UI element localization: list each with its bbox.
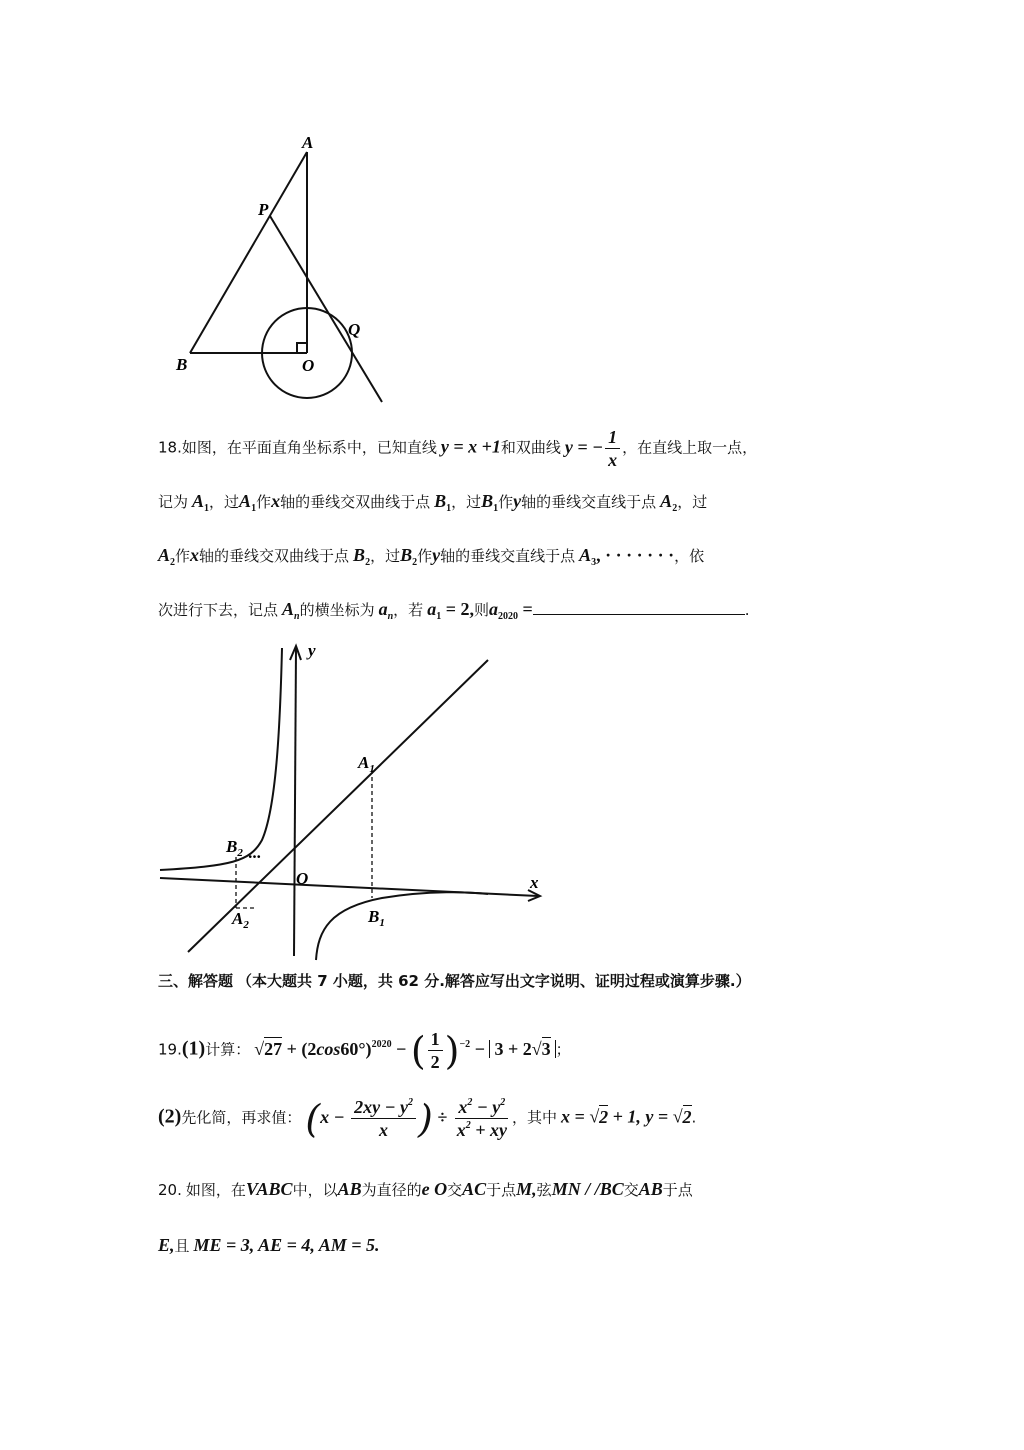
q18-number: 18. bbox=[158, 438, 182, 457]
axis-label-y: y bbox=[308, 641, 316, 660]
label-B: B bbox=[176, 355, 188, 374]
q18-line-4: 次进行下去，记点 $A_n$的横坐标为 $a_n$，若 $a_1 = 2$,则$a_{2020}$ = . bbox=[158, 599, 750, 622]
figure-triangle-circle bbox=[160, 130, 400, 410]
label-Q: Q bbox=[348, 320, 361, 339]
q20-number: 20. bbox=[158, 1181, 182, 1199]
label-B2: $B_2$ bbox=[226, 837, 243, 859]
section-3-header bbox=[158, 974, 751, 990]
answer-blank[interactable] bbox=[533, 600, 745, 615]
section-3-title: 三、解答题 bbox=[158, 972, 234, 990]
label-A1: $A_1$ bbox=[358, 753, 375, 775]
label-B1: $B_1$ bbox=[368, 907, 385, 929]
q18-line-3: $A_2$作x轴的垂线交双曲线于点 $B_2$，过$B_2$作y轴的垂线交直线于点 $A_3$, · · · · · · ·，依 bbox=[158, 545, 705, 568]
q19-number: 19. bbox=[158, 1040, 182, 1059]
figure-coordinate-plane bbox=[150, 640, 560, 965]
q20-line-2: E,且 ME = 3, AE = 4, AM = 5. bbox=[158, 1235, 380, 1255]
axis-label-x: x bbox=[530, 873, 539, 892]
q19-part-2: (2)先化简，再求值： (x − $\frac{2xy - y^2}{x}$ ) ÷ $\frac{x^2 - y^2}{x^2 + xy}$ ，其中 x = √2 + 1, y = √2. bbox=[158, 1096, 697, 1141]
q18-line-2: 记为 $A_1$，过$A_1$作x轴的垂线交双曲线于点 $B_1$，过$B_1$作y轴的垂线交直线于点 $A_2$，过 bbox=[158, 491, 708, 514]
label-P: P bbox=[258, 200, 269, 219]
label-dots: ··· bbox=[248, 847, 261, 866]
section-3-note: （本大题共 7 小题，共 62 分.解答应写出文字说明、证明过程或演算步骤.） bbox=[237, 972, 751, 990]
q20-line-1: 20. 如图，在VABC中，以AB为直径的e O交AC于点M,弦MN / /BC交AB于点 bbox=[158, 1179, 693, 1199]
q19-part-1: 19.(1)计算： $√27 + (2\cos 60^\circ)^{2020}$ − ( $\frac{1}{2}$ )$^{-2}$ − 3 + 2√3 ； bbox=[158, 1028, 571, 1073]
label-A: A bbox=[302, 133, 314, 152]
label-A2: $A_2$ bbox=[232, 909, 249, 931]
label-origin: O bbox=[296, 869, 309, 888]
label-O: O bbox=[302, 356, 315, 375]
hyperbola-equation: y = − $\frac{1}{x}$ bbox=[565, 437, 622, 457]
line-equation: y = x +1 bbox=[440, 436, 501, 457]
q18-line-1: 18.如图，在平面直角坐标系中，已知直线 y = x +1和双曲线 y = − $\frac{1}{x}$ ，在直线上取一点， bbox=[158, 427, 758, 470]
